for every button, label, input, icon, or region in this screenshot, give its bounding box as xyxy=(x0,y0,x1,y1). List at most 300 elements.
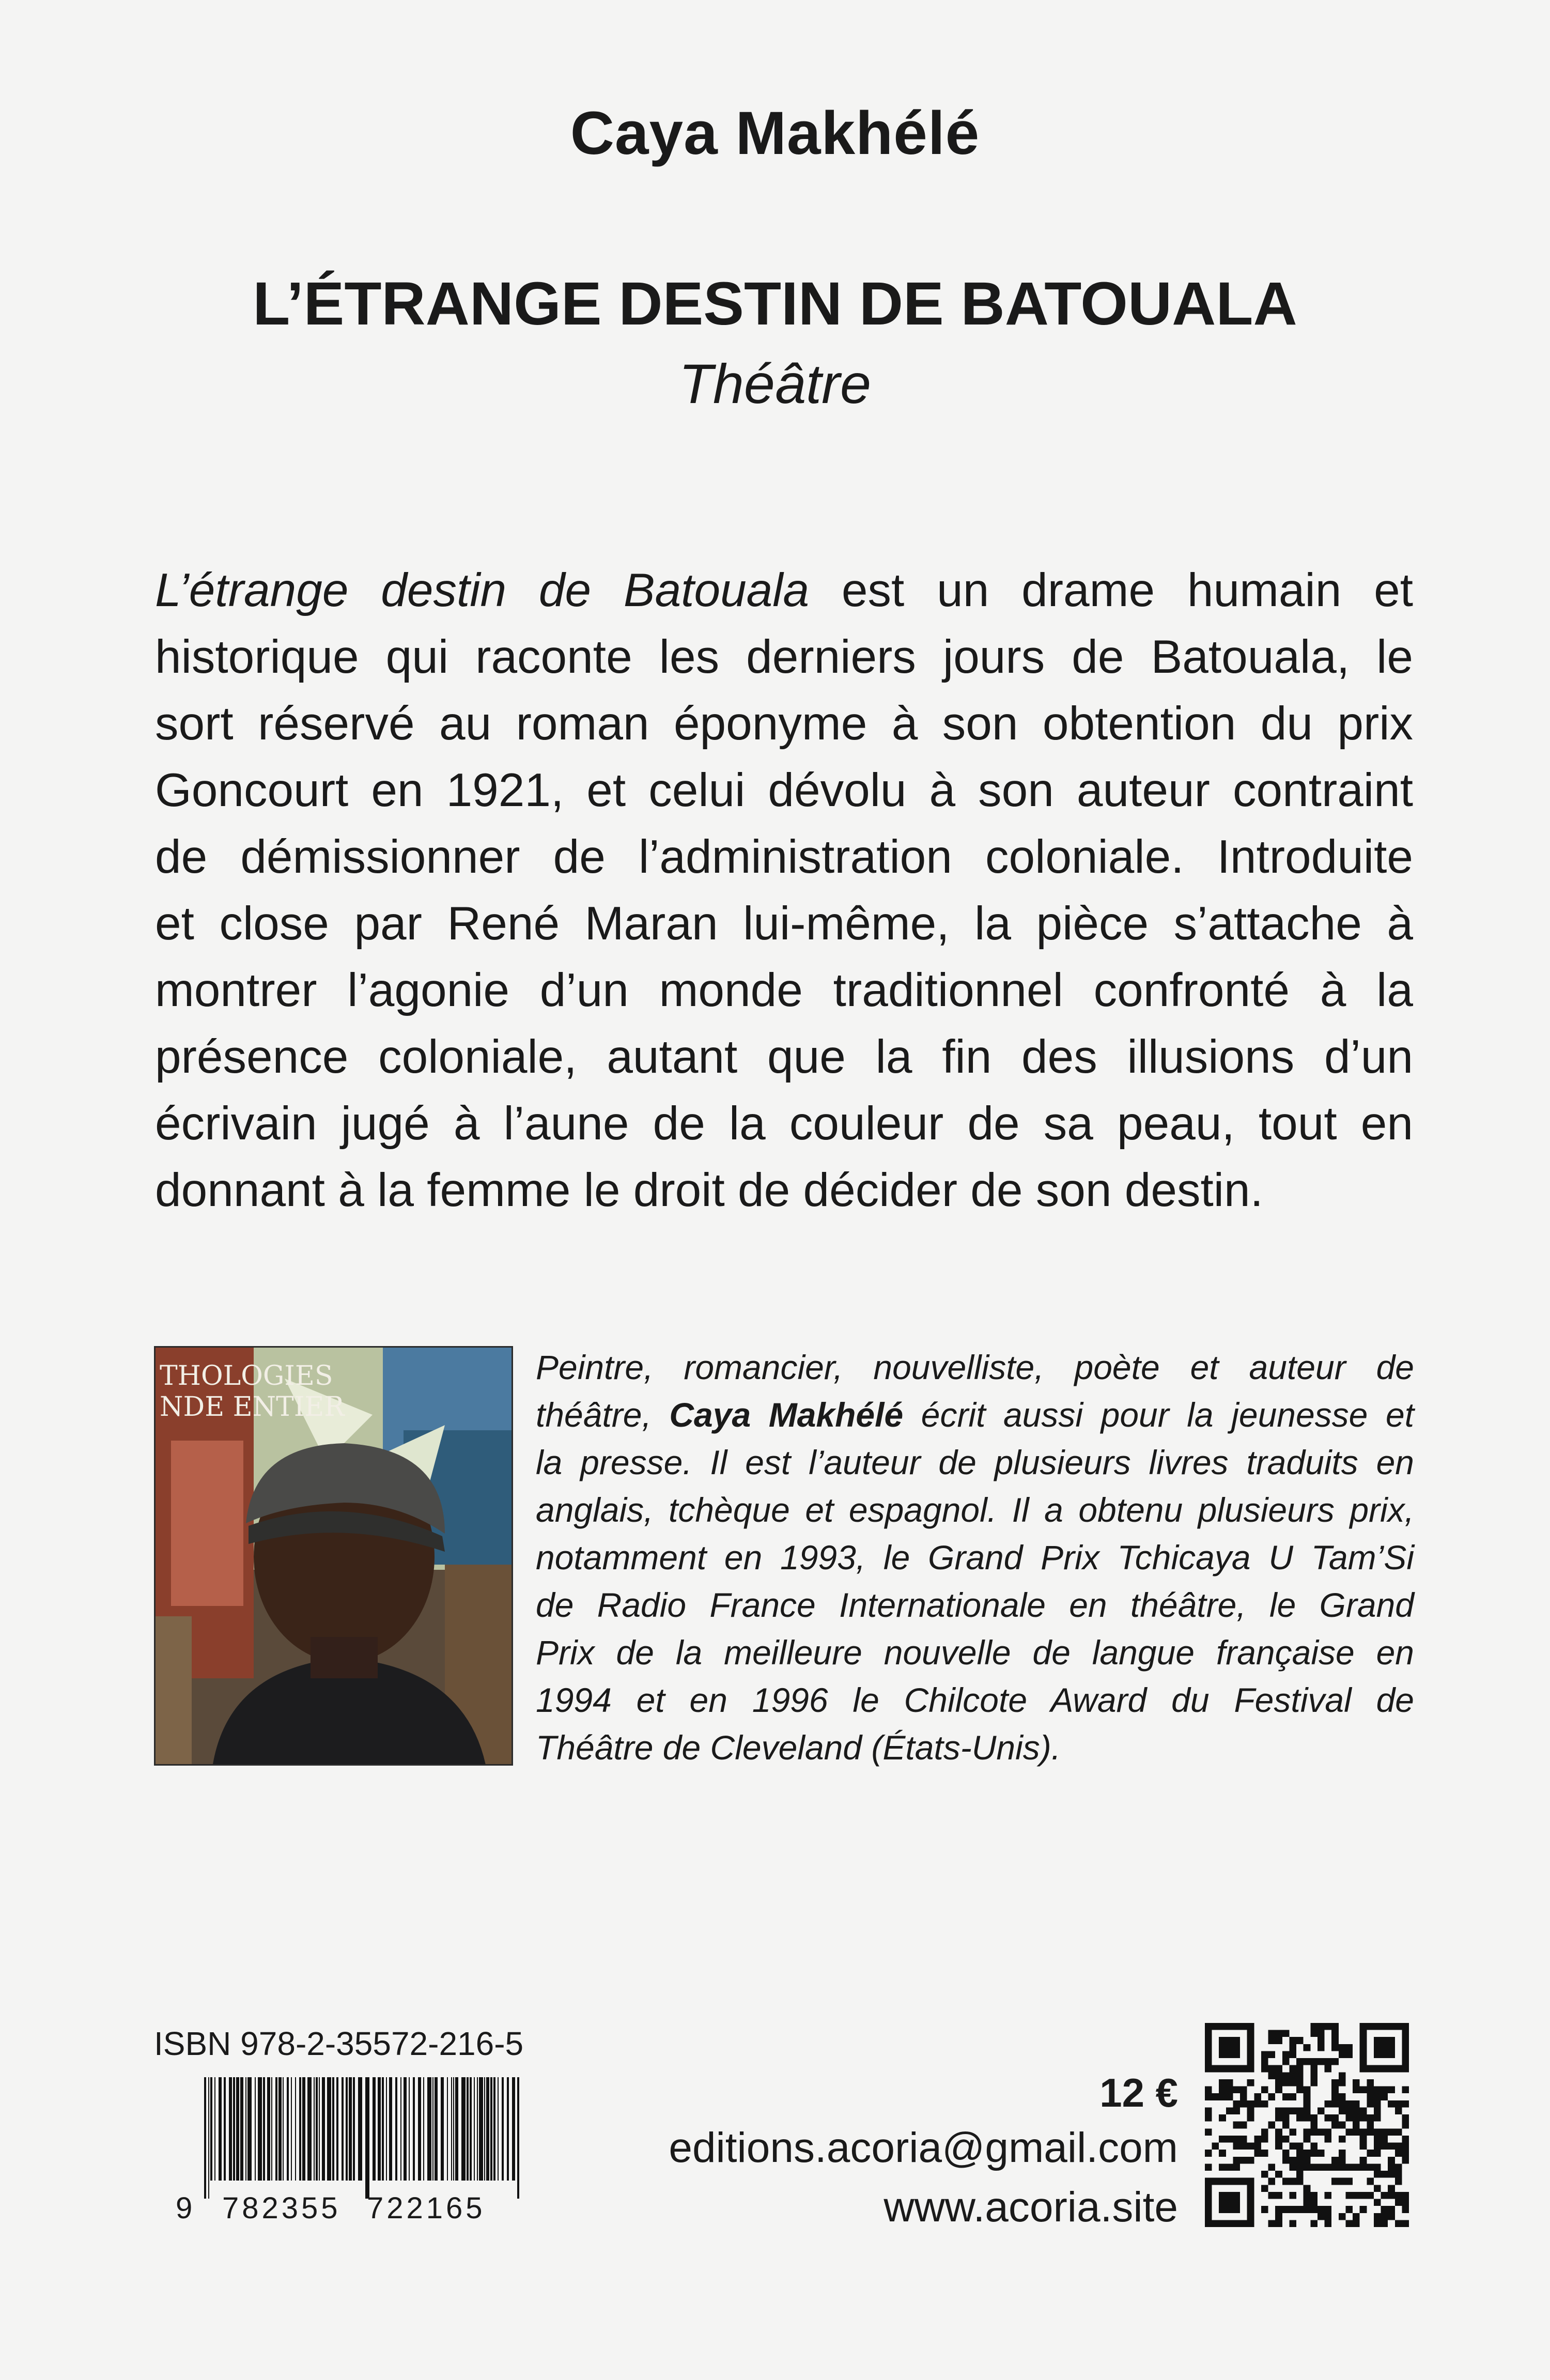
qr-module xyxy=(1402,2143,1409,2150)
qr-module xyxy=(1233,2206,1240,2213)
qr-module xyxy=(1360,2023,1367,2030)
qr-module xyxy=(1402,2199,1409,2206)
qr-module xyxy=(1219,2051,1226,2058)
qr-module xyxy=(1388,2051,1395,2058)
qr-module xyxy=(1402,2037,1409,2044)
qr-module xyxy=(1205,2206,1212,2213)
qr-module xyxy=(1289,2157,1296,2164)
barcode-bar xyxy=(365,2077,369,2199)
qr-module xyxy=(1360,2037,1367,2044)
qr-module xyxy=(1261,2171,1268,2178)
qr-module xyxy=(1261,2087,1268,2094)
qr-module xyxy=(1339,2079,1346,2087)
qr-module xyxy=(1296,2171,1304,2178)
qr-module xyxy=(1233,2051,1240,2058)
qr-module xyxy=(1268,2072,1276,2079)
qr-module xyxy=(1367,2087,1374,2094)
qr-module xyxy=(1205,2220,1212,2227)
qr-module xyxy=(1268,2093,1276,2100)
barcode-bar xyxy=(353,2077,355,2181)
qr-module xyxy=(1345,2128,1353,2136)
qr-module xyxy=(1310,2128,1318,2136)
qr-module xyxy=(1261,2058,1268,2065)
qr-module xyxy=(1296,2058,1304,2065)
qr-module xyxy=(1282,2051,1290,2058)
qr-module xyxy=(1310,2220,1318,2227)
price: 12 € xyxy=(1099,2070,1178,2115)
qr-module xyxy=(1289,2079,1296,2087)
barcode-bar xyxy=(395,2077,397,2181)
qr-module xyxy=(1388,2163,1395,2171)
qr-module xyxy=(1353,2079,1360,2087)
barcode-bar xyxy=(474,2077,475,2181)
qr-module xyxy=(1219,2136,1226,2143)
qr-module xyxy=(1219,2079,1226,2087)
qr-module xyxy=(1325,2213,1332,2220)
qr-module xyxy=(1304,2058,1311,2065)
qr-module xyxy=(1275,2079,1282,2087)
barcode-bar xyxy=(470,2077,472,2181)
barcode-bar xyxy=(314,2077,315,2181)
qr-module xyxy=(1205,2037,1212,2044)
qr-module xyxy=(1353,2192,1360,2199)
barcode-bar xyxy=(283,2077,284,2181)
qr-module xyxy=(1360,2114,1367,2122)
qr-module xyxy=(1381,2213,1388,2220)
barcode-bar xyxy=(236,2077,239,2181)
barcode-bar xyxy=(208,2077,209,2199)
qr-module xyxy=(1367,2023,1374,2030)
qr-module xyxy=(1304,2206,1311,2213)
qr-module xyxy=(1219,2065,1226,2073)
qr-module xyxy=(1205,2114,1212,2122)
qr-module xyxy=(1367,2100,1374,2108)
qr-module xyxy=(1240,2023,1247,2030)
publisher-email[interactable]: editions.acoria@gmail.com xyxy=(669,2124,1178,2171)
qr-module xyxy=(1353,2100,1360,2108)
qr-module xyxy=(1261,2206,1268,2213)
qr-module xyxy=(1339,2093,1346,2100)
qr-module xyxy=(1325,2206,1332,2213)
qr-module xyxy=(1247,2213,1254,2220)
qr-module xyxy=(1219,2206,1226,2213)
qr-module xyxy=(1353,2220,1360,2227)
qr-module xyxy=(1318,2037,1325,2044)
qr-module xyxy=(1226,2044,1233,2051)
qr-module xyxy=(1233,2023,1240,2030)
barcode-bar xyxy=(432,2077,433,2181)
barcode-bar xyxy=(322,2077,325,2181)
qr-module xyxy=(1318,2030,1325,2037)
qr-module xyxy=(1226,2192,1233,2199)
qr-module xyxy=(1388,2023,1395,2030)
qr-module xyxy=(1304,2128,1311,2136)
qr-module xyxy=(1205,2030,1212,2037)
barcode-bar xyxy=(278,2077,282,2181)
isbn-label: ISBN 978-2-35572-216-5 xyxy=(154,2025,524,2062)
qr-module xyxy=(1247,2206,1254,2213)
qr-module xyxy=(1282,2157,1290,2164)
qr-module xyxy=(1367,2114,1374,2122)
barcode-bar xyxy=(461,2077,466,2181)
qr-module xyxy=(1310,2114,1318,2122)
qr-module xyxy=(1261,2150,1268,2157)
qr-module xyxy=(1275,2087,1282,2094)
barcode-bar xyxy=(275,2077,277,2181)
qr-module xyxy=(1275,2128,1282,2136)
qr-module xyxy=(1296,2065,1304,2073)
qr-module xyxy=(1240,2157,1247,2164)
barcode xyxy=(204,2077,522,2199)
qr-module xyxy=(1212,2065,1219,2073)
qr-module xyxy=(1353,2107,1360,2114)
qr-module xyxy=(1353,2163,1360,2171)
barcode-bar xyxy=(486,2077,489,2181)
publisher-website[interactable]: www.acoria.site xyxy=(884,2184,1178,2231)
bio-line: de Radio France Internationale en théâtre, le Grand xyxy=(536,1586,1414,1624)
qr-module xyxy=(1296,2072,1304,2079)
qr-module xyxy=(1247,2044,1254,2051)
qr-module xyxy=(1205,2178,1212,2185)
qr-module xyxy=(1219,2220,1226,2227)
blurb-line: de démissionner de l’administration coloniale. Introduite xyxy=(155,831,1413,883)
qr-module xyxy=(1233,2178,1240,2185)
qr-module xyxy=(1219,2178,1226,2185)
qr-module xyxy=(1275,2107,1282,2114)
barcode-bar xyxy=(484,2077,485,2181)
barcode-bar xyxy=(336,2077,338,2181)
qr-module xyxy=(1318,2107,1325,2114)
qr-module xyxy=(1205,2087,1212,2094)
blurb-line: historique qui raconte les derniers jours de Batouala, le xyxy=(155,631,1413,683)
qr-module xyxy=(1325,2114,1332,2122)
qr-module xyxy=(1282,2178,1290,2185)
barcode-bar xyxy=(342,2077,344,2181)
qr-module xyxy=(1247,2192,1254,2199)
qr-module xyxy=(1289,2143,1296,2150)
qr-module xyxy=(1275,2030,1282,2037)
qr-module xyxy=(1402,2122,1409,2129)
bio-line: Prix de la meilleure nouvelle de langue française en xyxy=(536,1633,1414,1672)
qr-module xyxy=(1345,2178,1353,2185)
qr-module xyxy=(1233,2192,1240,2199)
qr-module xyxy=(1388,2065,1395,2073)
bio-text: théâtre, xyxy=(536,1396,670,1434)
qr-module xyxy=(1353,2114,1360,2122)
author-name: Caya Makhélé xyxy=(570,99,980,167)
blurb-line: écrivain jugé à l’aune de la couleur de sa peau, tout en xyxy=(155,1098,1413,1150)
qr-module xyxy=(1226,2051,1233,2058)
qr-module xyxy=(1395,2065,1402,2073)
qr-module xyxy=(1339,2157,1346,2164)
qr-module xyxy=(1261,2100,1268,2108)
qr-module xyxy=(1289,2163,1296,2171)
barcode-bar xyxy=(233,2077,235,2181)
qr-module xyxy=(1296,2087,1304,2094)
qr-module xyxy=(1310,2206,1318,2213)
bio-author-name: Caya Makhélé xyxy=(669,1396,904,1434)
qr-module xyxy=(1219,2087,1226,2094)
qr-module xyxy=(1240,2122,1247,2129)
qr-module xyxy=(1374,2100,1381,2108)
qr-module xyxy=(1367,2122,1374,2129)
qr-module xyxy=(1226,2093,1233,2100)
qr-module xyxy=(1254,2150,1261,2157)
qr-module xyxy=(1247,2051,1254,2058)
qr-module xyxy=(1205,2044,1212,2051)
qr-module xyxy=(1282,2114,1290,2122)
qr-module xyxy=(1304,2157,1311,2164)
blurb-line: Goncourt en 1921, et celui dévolu à son auteur contraint xyxy=(155,764,1413,816)
qr-module xyxy=(1304,2185,1311,2192)
qr-module xyxy=(1331,2114,1339,2122)
barcode-bar xyxy=(373,2077,376,2181)
qr-module xyxy=(1240,2065,1247,2073)
qr-module xyxy=(1275,2037,1282,2044)
qr-module xyxy=(1254,2093,1261,2100)
qr-module xyxy=(1402,2136,1409,2143)
barcode-bar xyxy=(409,2077,410,2181)
barcode-bar xyxy=(319,2077,320,2181)
barcode-bar xyxy=(477,2077,478,2181)
qr-module xyxy=(1325,2128,1332,2136)
qr-module xyxy=(1325,2192,1332,2199)
qr-module xyxy=(1233,2199,1240,2206)
qr-module xyxy=(1367,2079,1374,2087)
qr-module xyxy=(1289,2093,1296,2100)
bio-line: la presse. Il est l’auteur de plusieurs livres traduits en xyxy=(536,1443,1414,1481)
qr-module xyxy=(1367,2192,1374,2199)
qr-module xyxy=(1374,2051,1381,2058)
barcode-bar xyxy=(299,2077,301,2181)
qr-module xyxy=(1296,2143,1304,2150)
qr-module xyxy=(1296,2150,1304,2157)
qr-module xyxy=(1395,2107,1402,2114)
qr-module xyxy=(1374,2114,1381,2122)
qr-module xyxy=(1275,2065,1282,2073)
qr-module xyxy=(1275,2143,1282,2150)
qr-module xyxy=(1289,2206,1296,2213)
qr-module xyxy=(1360,2136,1367,2143)
barcode-bar xyxy=(512,2077,515,2181)
qr-module xyxy=(1226,2037,1233,2044)
qr-module xyxy=(1205,2185,1212,2192)
qr-module xyxy=(1212,2023,1219,2030)
qr-module xyxy=(1296,2079,1304,2087)
qr-module xyxy=(1381,2192,1388,2199)
qr-module xyxy=(1318,2128,1325,2136)
qr-module xyxy=(1289,2107,1296,2114)
qr-module xyxy=(1395,2150,1402,2157)
qr-module xyxy=(1261,2128,1268,2136)
qr-module xyxy=(1310,2122,1318,2129)
qr-module xyxy=(1395,2163,1402,2171)
qr-module xyxy=(1395,2100,1402,2108)
qr-module xyxy=(1360,2030,1367,2037)
qr-module xyxy=(1289,2220,1296,2227)
qr-module xyxy=(1339,2136,1346,2143)
qr-module xyxy=(1388,2037,1395,2044)
qr-module xyxy=(1318,2163,1325,2171)
qr-module xyxy=(1226,2206,1233,2213)
qr-module xyxy=(1395,2199,1402,2206)
qr-module xyxy=(1233,2157,1240,2164)
bio-text: écrit aussi pour la jeunesse et xyxy=(903,1396,1414,1434)
qr-module xyxy=(1310,2058,1318,2065)
poster-text-1: THOLOGIES xyxy=(160,1361,333,1392)
qr-module xyxy=(1261,2065,1268,2073)
qr-module xyxy=(1304,2136,1311,2143)
qr-module xyxy=(1226,2087,1233,2094)
qr-module xyxy=(1304,2093,1311,2100)
qr-module xyxy=(1345,2051,1353,2058)
qr-module xyxy=(1360,2051,1367,2058)
qr-module xyxy=(1261,2185,1268,2192)
qr-module xyxy=(1310,2150,1318,2157)
bio-line xyxy=(536,1391,1414,1439)
qr-module xyxy=(1325,2065,1332,2073)
qr-module xyxy=(1233,2087,1240,2094)
barcode-bar xyxy=(451,2077,452,2181)
qr-module xyxy=(1233,2100,1240,2108)
blurb-line: présence coloniale, autant que la fin des illusions d’un xyxy=(155,1031,1413,1083)
qr-module xyxy=(1395,2128,1402,2136)
qr-module xyxy=(1240,2143,1247,2150)
barcode-bar xyxy=(498,2077,499,2181)
qr-module xyxy=(1304,2100,1311,2108)
qr-module xyxy=(1374,2220,1381,2227)
qr-module xyxy=(1402,2150,1409,2157)
qr-module xyxy=(1226,2079,1233,2087)
qr-module xyxy=(1381,2220,1388,2227)
qr-module xyxy=(1226,2136,1233,2143)
qr-module xyxy=(1331,2058,1339,2065)
qr-module xyxy=(1331,2163,1339,2171)
qr-module xyxy=(1339,2122,1346,2129)
qr-module xyxy=(1304,2150,1311,2157)
qr-module xyxy=(1331,2079,1339,2087)
barcode-bar xyxy=(219,2077,222,2181)
barcode-bar xyxy=(210,2077,212,2181)
qr-module xyxy=(1325,2163,1332,2171)
qr-module xyxy=(1374,2171,1381,2178)
qr-module xyxy=(1310,2072,1318,2079)
qr-module xyxy=(1226,2178,1233,2185)
qr-module xyxy=(1205,2058,1212,2065)
qr-module xyxy=(1205,2213,1212,2220)
qr-module xyxy=(1304,2199,1311,2206)
barcode-bar xyxy=(441,2077,444,2181)
qr-module xyxy=(1325,2100,1332,2108)
qr-module xyxy=(1219,2044,1226,2051)
qr-module xyxy=(1318,2150,1325,2157)
barcode-bar xyxy=(435,2077,438,2181)
blurb-line: montrer l’agonie d’un monde traditionnel confronté à la xyxy=(155,964,1413,1016)
qr-module xyxy=(1345,2100,1353,2108)
qr-module xyxy=(1289,2072,1296,2079)
qr-module xyxy=(1205,2051,1212,2058)
qr-module xyxy=(1212,2220,1219,2227)
qr-module xyxy=(1275,2213,1282,2220)
qr-module xyxy=(1325,2136,1332,2143)
qr-module xyxy=(1395,2192,1402,2199)
qr-module xyxy=(1310,2199,1318,2206)
qr-module xyxy=(1240,2136,1247,2143)
qr-module xyxy=(1402,2220,1409,2227)
qr-module xyxy=(1310,2065,1318,2073)
qr-module xyxy=(1212,2143,1219,2150)
qr-module xyxy=(1296,2114,1304,2122)
qr-module xyxy=(1331,2087,1339,2094)
qr-module xyxy=(1388,2192,1395,2199)
qr-module xyxy=(1226,2163,1233,2171)
qr-module xyxy=(1388,2206,1395,2213)
qr-module xyxy=(1240,2178,1247,2185)
barcode-bar xyxy=(302,2077,305,2181)
qr-module xyxy=(1353,2122,1360,2129)
qr-module xyxy=(1388,2100,1395,2108)
qr-module xyxy=(1304,2114,1311,2122)
qr-module xyxy=(1247,2185,1254,2192)
qr-module xyxy=(1247,2199,1254,2206)
qr-module xyxy=(1219,2037,1226,2044)
qr-module xyxy=(1331,2037,1339,2044)
barcode-bar xyxy=(240,2077,243,2181)
qr-module xyxy=(1318,2206,1325,2213)
qr-module xyxy=(1275,2220,1282,2227)
qr-module xyxy=(1402,2157,1409,2164)
qr-module xyxy=(1339,2044,1346,2051)
qr-module xyxy=(1247,2220,1254,2227)
qr-module xyxy=(1233,2220,1240,2227)
blurb-line xyxy=(155,557,1413,624)
qr-module xyxy=(1205,2023,1212,2030)
barcode-bar xyxy=(349,2077,352,2181)
qr-module xyxy=(1247,2065,1254,2073)
qr-module xyxy=(1212,2093,1219,2100)
barcode-bar xyxy=(418,2077,421,2181)
qr-module xyxy=(1331,2122,1339,2129)
barcode-bar xyxy=(271,2077,272,2181)
qr-module xyxy=(1345,2220,1353,2227)
qr-module xyxy=(1219,2163,1226,2171)
qr-module xyxy=(1345,2107,1353,2114)
qr-module xyxy=(1247,2178,1254,2185)
qr-module xyxy=(1282,2079,1290,2087)
qr-module xyxy=(1353,2128,1360,2136)
barcode-bar xyxy=(389,2077,392,2181)
qr-module xyxy=(1374,2199,1381,2206)
qr-module xyxy=(1282,2206,1290,2213)
barcode-bar xyxy=(400,2077,401,2181)
poster-text-2: NDE ENTIER xyxy=(160,1392,345,1423)
qr-module xyxy=(1282,2030,1290,2037)
blurb-line: sort réservé au roman éponyme à son obtention du prix xyxy=(155,698,1413,750)
barcode-bar xyxy=(332,2077,334,2181)
qr-module xyxy=(1360,2206,1367,2213)
qr-module xyxy=(1374,2037,1381,2044)
qr-module xyxy=(1205,2163,1212,2171)
qr-module xyxy=(1261,2136,1268,2143)
qr-module xyxy=(1247,2107,1254,2114)
blurb xyxy=(155,557,1413,1224)
qr-module xyxy=(1219,2114,1226,2122)
barcode-bar xyxy=(447,2077,448,2181)
qr-module xyxy=(1254,2143,1261,2150)
barcode-bar xyxy=(382,2077,384,2181)
qr-module xyxy=(1289,2128,1296,2136)
author-bio xyxy=(536,1343,1414,1771)
